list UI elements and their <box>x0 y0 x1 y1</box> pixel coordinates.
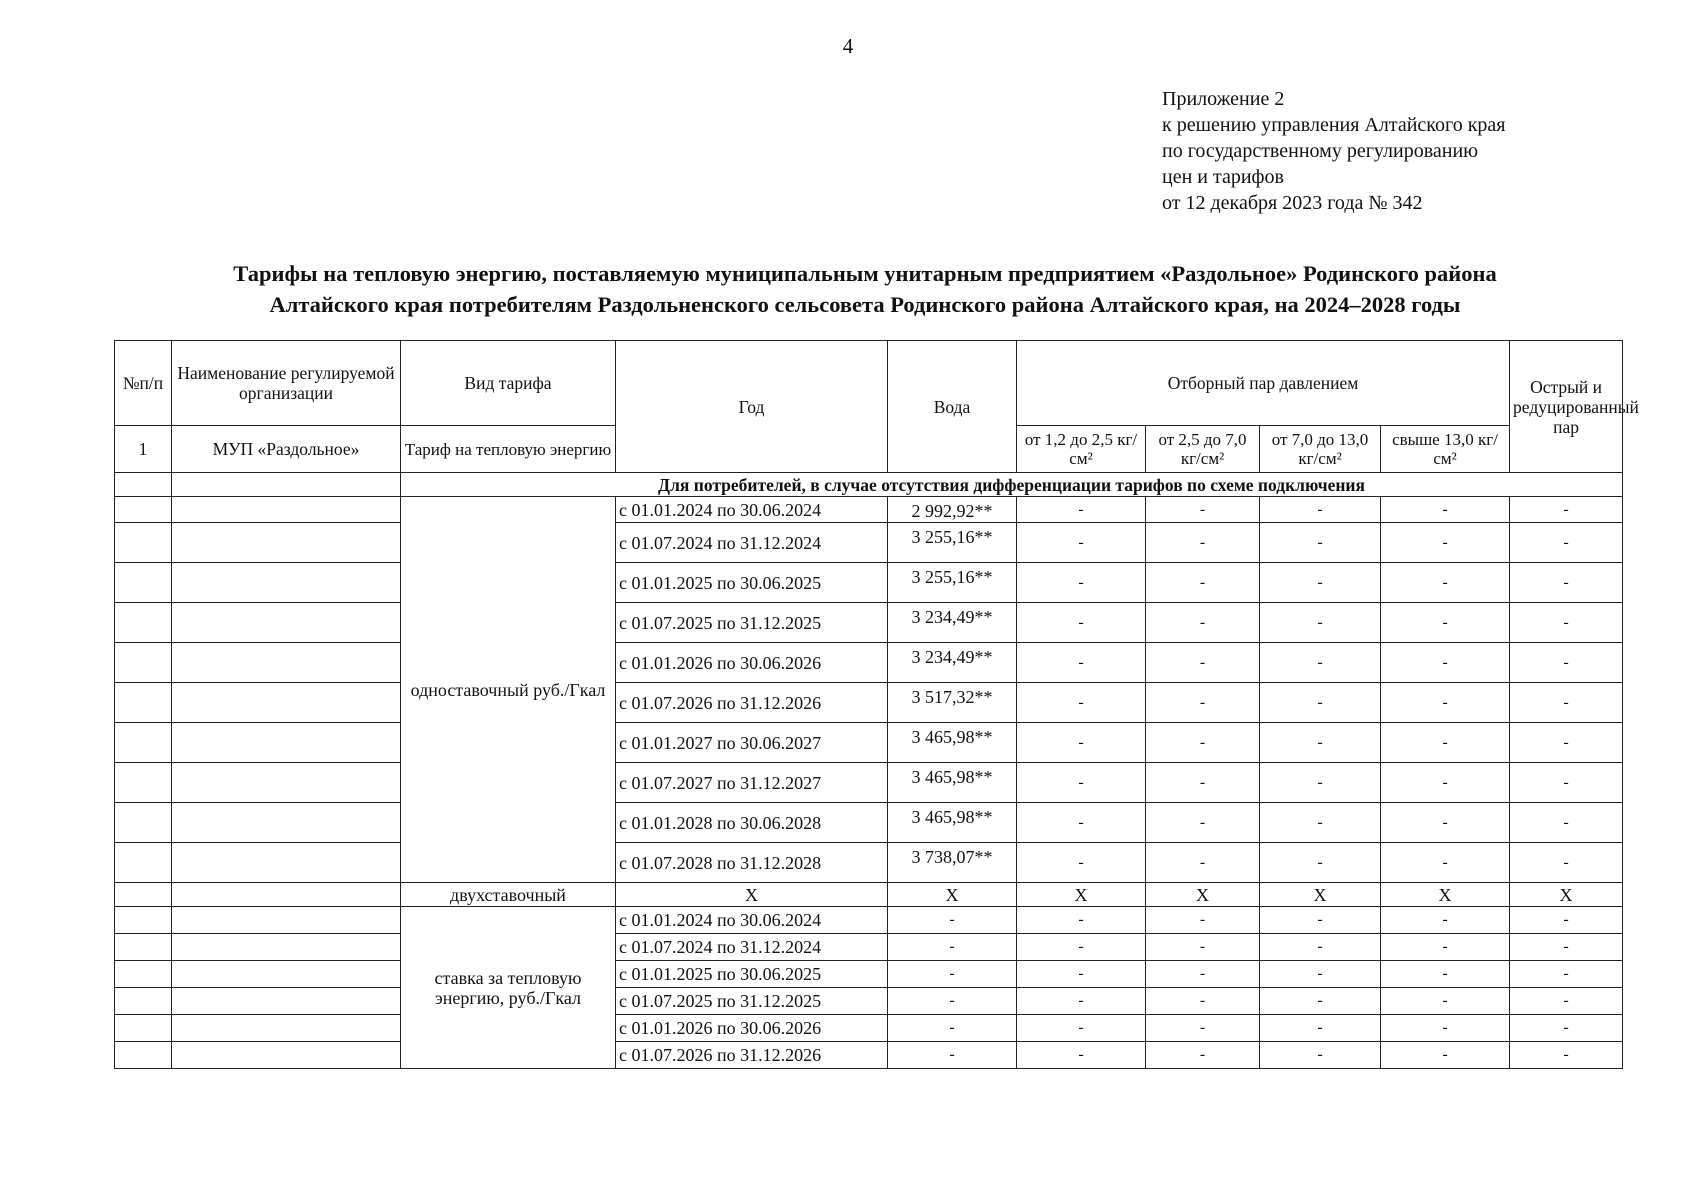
steam-value: - <box>1381 1042 1510 1069</box>
steam-value: - <box>1381 961 1510 988</box>
empty-cell <box>115 563 172 603</box>
document-title <box>100 258 1630 320</box>
header-org: Наименование регулируемой организации <box>172 341 401 426</box>
header-steam-1: от 1,2 до 2,5 кг/см² <box>1017 426 1146 473</box>
header-water: Вода <box>888 341 1017 473</box>
empty-cell <box>115 643 172 683</box>
steam-value: - <box>1510 934 1623 961</box>
steam-value: - <box>1260 961 1381 988</box>
steam-value: - <box>1017 523 1146 563</box>
period-cell: с 01.01.2024 по 30.06.2024 <box>616 907 888 934</box>
steam-value: - <box>1146 643 1260 683</box>
empty-cell <box>115 683 172 723</box>
period-cell: с 01.07.2024 по 31.12.2024 <box>616 523 888 563</box>
table-row <box>115 843 1623 883</box>
single-rate-label: одноставочный руб./Гкал <box>401 497 616 883</box>
steam-value: - <box>1260 803 1381 843</box>
steam-value: - <box>1260 1015 1381 1042</box>
steam-value: - <box>1381 907 1510 934</box>
table-row <box>115 603 1623 643</box>
period-cell: с 01.01.2026 по 30.06.2026 <box>616 643 888 683</box>
org-row-num: 1 <box>115 426 172 473</box>
header-year: Год <box>616 341 888 473</box>
period-cell: с 01.01.2024 по 30.06.2024 <box>616 497 888 523</box>
steam-value: - <box>1260 683 1381 723</box>
steam-value: - <box>1146 988 1260 1015</box>
header-steam-4: свыше 13,0 кг/см² <box>1381 426 1510 473</box>
table-row <box>115 1015 1623 1042</box>
empty-cell <box>172 934 401 961</box>
steam-value: - <box>1510 843 1623 883</box>
table-row <box>115 961 1623 988</box>
steam-value: - <box>1260 988 1381 1015</box>
steam-value: - <box>1146 563 1260 603</box>
table-row <box>115 934 1623 961</box>
empty-cell <box>115 907 172 934</box>
steam-value: - <box>1510 683 1623 723</box>
period-cell: с 01.07.2026 по 31.12.2026 <box>616 683 888 723</box>
empty-cell <box>172 1015 401 1042</box>
steam-value: - <box>1146 907 1260 934</box>
steam-value: - <box>1146 683 1260 723</box>
empty-cell <box>115 883 172 907</box>
period-cell: с 01.01.2026 по 30.06.2026 <box>616 1015 888 1042</box>
x-mark: X <box>1381 883 1510 907</box>
empty-cell <box>172 643 401 683</box>
steam-value: - <box>1260 934 1381 961</box>
steam-value: - <box>1017 803 1146 843</box>
steam-value: - <box>1017 843 1146 883</box>
section-title: Для потребителей, в случае отсутствия дифференциации тарифов по схеме подключения <box>401 473 1623 497</box>
steam-value: - <box>1510 803 1623 843</box>
water-value: 3 234,49** <box>888 603 1017 643</box>
table-row <box>115 683 1623 723</box>
steam-value: - <box>1510 603 1623 643</box>
steam-value: - <box>1381 563 1510 603</box>
period-cell: с 01.07.2024 по 31.12.2024 <box>616 934 888 961</box>
steam-value: - <box>1381 683 1510 723</box>
org-row-name: МУП «Раздольное» <box>172 426 401 473</box>
steam-value: - <box>1146 803 1260 843</box>
water-value: - <box>888 988 1017 1015</box>
steam-value: - <box>1260 723 1381 763</box>
title-line-1: Тарифы на тепловую энергию, поставляемую муниципальным унитарным предприятием «Раздольное» Родинского района <box>233 261 1497 286</box>
empty-cell <box>172 523 401 563</box>
table-row <box>115 988 1623 1015</box>
x-mark: X <box>1260 883 1381 907</box>
empty-cell <box>115 473 172 497</box>
empty-cell <box>172 907 401 934</box>
table-row <box>115 563 1623 603</box>
steam-value: - <box>1146 723 1260 763</box>
steam-value: - <box>1510 763 1623 803</box>
steam-value: - <box>1017 563 1146 603</box>
water-value: - <box>888 907 1017 934</box>
empty-cell <box>172 563 401 603</box>
steam-value: - <box>1381 934 1510 961</box>
x-mark: X <box>1510 883 1623 907</box>
table-row <box>115 763 1623 803</box>
water-value: 3 465,98** <box>888 803 1017 843</box>
water-value: 3 255,16** <box>888 523 1017 563</box>
steam-value: - <box>1510 523 1623 563</box>
table-row <box>115 1042 1623 1069</box>
steam-value: - <box>1381 843 1510 883</box>
x-mark: X <box>1017 883 1146 907</box>
empty-cell <box>172 723 401 763</box>
empty-cell <box>172 1042 401 1069</box>
steam-value: - <box>1017 934 1146 961</box>
water-value: 3 465,98** <box>888 723 1017 763</box>
water-value: 3 465,98** <box>888 763 1017 803</box>
steam-value: - <box>1381 1015 1510 1042</box>
empty-cell <box>172 843 401 883</box>
empty-cell <box>172 763 401 803</box>
steam-value: - <box>1017 643 1146 683</box>
period-cell: с 01.01.2025 по 30.06.2025 <box>616 563 888 603</box>
empty-cell <box>115 988 172 1015</box>
steam-value: - <box>1260 907 1381 934</box>
table-row <box>115 497 1623 523</box>
steam-value: - <box>1146 1015 1260 1042</box>
period-cell: с 01.01.2025 по 30.06.2025 <box>616 961 888 988</box>
steam-value: - <box>1017 961 1146 988</box>
empty-cell <box>115 497 172 523</box>
period-cell: с 01.07.2027 по 31.12.2027 <box>616 763 888 803</box>
steam-value: - <box>1146 603 1260 643</box>
period-cell: с 01.01.2027 по 30.06.2027 <box>616 723 888 763</box>
table-row <box>115 723 1623 763</box>
table-row <box>115 907 1623 934</box>
water-value: 3 234,49** <box>888 643 1017 683</box>
steam-value: - <box>1510 961 1623 988</box>
steam-value: - <box>1146 497 1260 523</box>
steam-value: - <box>1146 523 1260 563</box>
period-cell: с 01.07.2028 по 31.12.2028 <box>616 843 888 883</box>
steam-value: - <box>1510 988 1623 1015</box>
water-value: 3 255,16** <box>888 563 1017 603</box>
appendix-block <box>1162 86 1506 216</box>
steam-value: - <box>1381 523 1510 563</box>
appendix-line: к решению управления Алтайского края <box>1162 114 1506 136</box>
steam-value: - <box>1017 988 1146 1015</box>
steam-value: - <box>1146 763 1260 803</box>
page-number: 4 <box>842 34 854 58</box>
steam-value: - <box>1260 1042 1381 1069</box>
steam-value: - <box>1510 1042 1623 1069</box>
empty-cell <box>115 803 172 843</box>
x-mark: X <box>888 883 1017 907</box>
steam-value: - <box>1017 907 1146 934</box>
steam-value: - <box>1381 497 1510 523</box>
header-steam: Отборный пар давлением <box>1017 341 1510 426</box>
appendix-line: по государственному регулированию <box>1162 140 1479 162</box>
steam-value: - <box>1260 563 1381 603</box>
header-steam-2: от 2,5 до 7,0 кг/см² <box>1146 426 1260 473</box>
steam-value: - <box>1510 907 1623 934</box>
empty-cell <box>172 803 401 843</box>
two-rate-row <box>115 883 1623 907</box>
steam-value: - <box>1381 763 1510 803</box>
empty-cell <box>115 723 172 763</box>
steam-value: - <box>1260 603 1381 643</box>
empty-cell <box>115 1042 172 1069</box>
steam-value: - <box>1017 603 1146 643</box>
header-steam-3: от 7,0 до 13,0 кг/см² <box>1260 426 1381 473</box>
empty-cell <box>115 603 172 643</box>
empty-cell <box>115 961 172 988</box>
water-value: - <box>888 1042 1017 1069</box>
steam-value: - <box>1260 843 1381 883</box>
period-cell: с 01.07.2026 по 31.12.2026 <box>616 1042 888 1069</box>
steam-value: - <box>1146 961 1260 988</box>
water-value: - <box>888 1015 1017 1042</box>
header-tariff-type: Вид тарифа <box>401 341 616 426</box>
steam-value: - <box>1260 643 1381 683</box>
steam-value: - <box>1510 563 1623 603</box>
steam-value: - <box>1510 1015 1623 1042</box>
period-cell: с 01.01.2028 по 30.06.2028 <box>616 803 888 843</box>
x-mark: X <box>616 883 888 907</box>
empty-cell <box>172 473 401 497</box>
steam-value: - <box>1146 934 1260 961</box>
header-num: №п/п <box>115 341 172 426</box>
steam-value: - <box>1146 843 1260 883</box>
water-value: 3 517,32** <box>888 683 1017 723</box>
table-row <box>115 803 1623 843</box>
empty-cell <box>172 683 401 723</box>
empty-cell <box>115 1015 172 1042</box>
x-mark: X <box>1146 883 1260 907</box>
two-rate-label: двухставочный <box>401 883 616 907</box>
period-cell: с 01.07.2025 по 31.12.2025 <box>616 603 888 643</box>
empty-cell <box>172 497 401 523</box>
empty-cell <box>115 934 172 961</box>
steam-value: - <box>1146 1042 1260 1069</box>
empty-cell <box>172 603 401 643</box>
appendix-line: цен и тарифов <box>1162 166 1284 188</box>
empty-cell <box>115 843 172 883</box>
appendix-line: от 12 декабря 2023 года № 342 <box>1162 192 1423 214</box>
tariff-table <box>114 340 1639 1069</box>
steam-value: - <box>1510 643 1623 683</box>
steam-value: - <box>1017 723 1146 763</box>
steam-value: - <box>1017 497 1146 523</box>
steam-value: - <box>1260 523 1381 563</box>
steam-value: - <box>1381 803 1510 843</box>
heat-rate-label: ставка за тепловую энергию, руб./Гкал <box>401 907 616 1069</box>
table-row <box>115 643 1623 683</box>
title-line-2: Алтайского края потребителям Раздольненского сельсовета Родинского района Алтайского края, на 2024–2028 годы <box>269 292 1461 317</box>
header-sharp-steam: Острый и редуцированный пар <box>1510 341 1623 473</box>
empty-cell <box>172 883 401 907</box>
water-value: - <box>888 961 1017 988</box>
water-value: 3 738,07** <box>888 843 1017 883</box>
steam-value: - <box>1381 603 1510 643</box>
steam-value: - <box>1017 763 1146 803</box>
steam-value: - <box>1260 497 1381 523</box>
steam-value: - <box>1381 988 1510 1015</box>
steam-value: - <box>1510 497 1623 523</box>
steam-value: - <box>1017 1015 1146 1042</box>
water-value: 2 992,92** <box>888 497 1017 523</box>
empty-cell <box>172 988 401 1015</box>
steam-value: - <box>1510 723 1623 763</box>
steam-value: - <box>1260 763 1381 803</box>
steam-value: - <box>1381 643 1510 683</box>
steam-value: - <box>1381 723 1510 763</box>
appendix-line: Приложение 2 <box>1162 88 1285 110</box>
table-row <box>115 523 1623 563</box>
steam-value: - <box>1017 1042 1146 1069</box>
org-row-tariff: Тариф на тепловую энергию <box>401 426 616 473</box>
steam-value: - <box>1017 683 1146 723</box>
period-cell: с 01.07.2025 по 31.12.2025 <box>616 988 888 1015</box>
empty-cell <box>172 961 401 988</box>
water-value: - <box>888 934 1017 961</box>
empty-cell <box>115 763 172 803</box>
empty-cell <box>115 523 172 563</box>
